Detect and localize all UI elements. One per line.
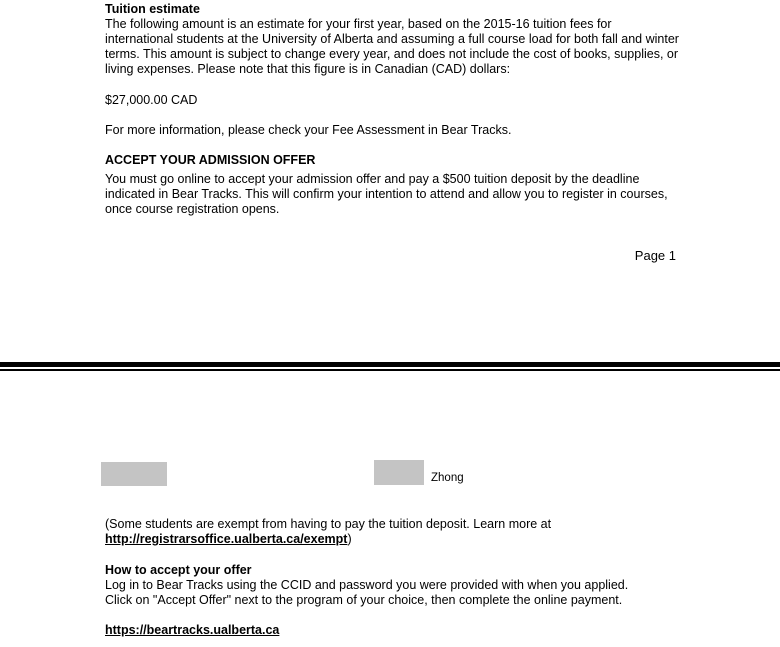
exempt-link[interactable]: http://registrarsoffice.ualberta.ca/exempt [105,532,348,546]
accept-offer-heading: ACCEPT YOUR ADMISSION OFFER [105,153,316,167]
page-separator-thin-line [0,369,780,371]
how-to-accept-line-1: Log in to Bear Tracks using the CCID and password you were provided with when you applied. [105,578,629,592]
exempt-note-close: ) [347,532,352,546]
tuition-estimate-paragraph: The following amount is an estimate for your first year, based on the 2015-16 tuition fees for international students at the University of Alberta and assuming a full course load for both fall and winter terms. This amount is subject to change every year, and does not include the cost of books, supplies, or living expenses. Please note that this figure is in Canadian (CAD) dollars: [105,17,679,76]
page-separator-thick-line [0,362,780,367]
more-info-text: For more information, please check your Fee Assessment in Bear Tracks. [105,123,512,137]
redacted-first-name [101,462,167,486]
surname-text: Zhong [431,472,464,484]
exempt-note [105,517,665,547]
tuition-estimate-heading: Tuition estimate [105,2,200,16]
tuition-amount: $27,000.00 CAD [105,93,198,107]
how-to-accept-line-2: Click on "Accept Offer" next to the program of your choice, then complete the online payment. [105,593,623,607]
how-to-accept-heading: How to accept your offer [105,563,252,577]
page-number: Page 1 [634,248,676,263]
beartracks-link[interactable]: https://beartracks.ualberta.ca [105,623,280,637]
exempt-note-text: (Some students are exempt from having to pay the tuition deposit. Learn more at [105,517,552,531]
redacted-given-name [374,460,424,485]
page-separator [0,362,780,371]
accept-offer-paragraph: You must go online to accept your admission offer and pay a $500 tuition deposit by the deadline indicated in Bear Tracks. This will confirm your intention to attend and allow you to register in courses, once course registration opens. [105,172,668,216]
